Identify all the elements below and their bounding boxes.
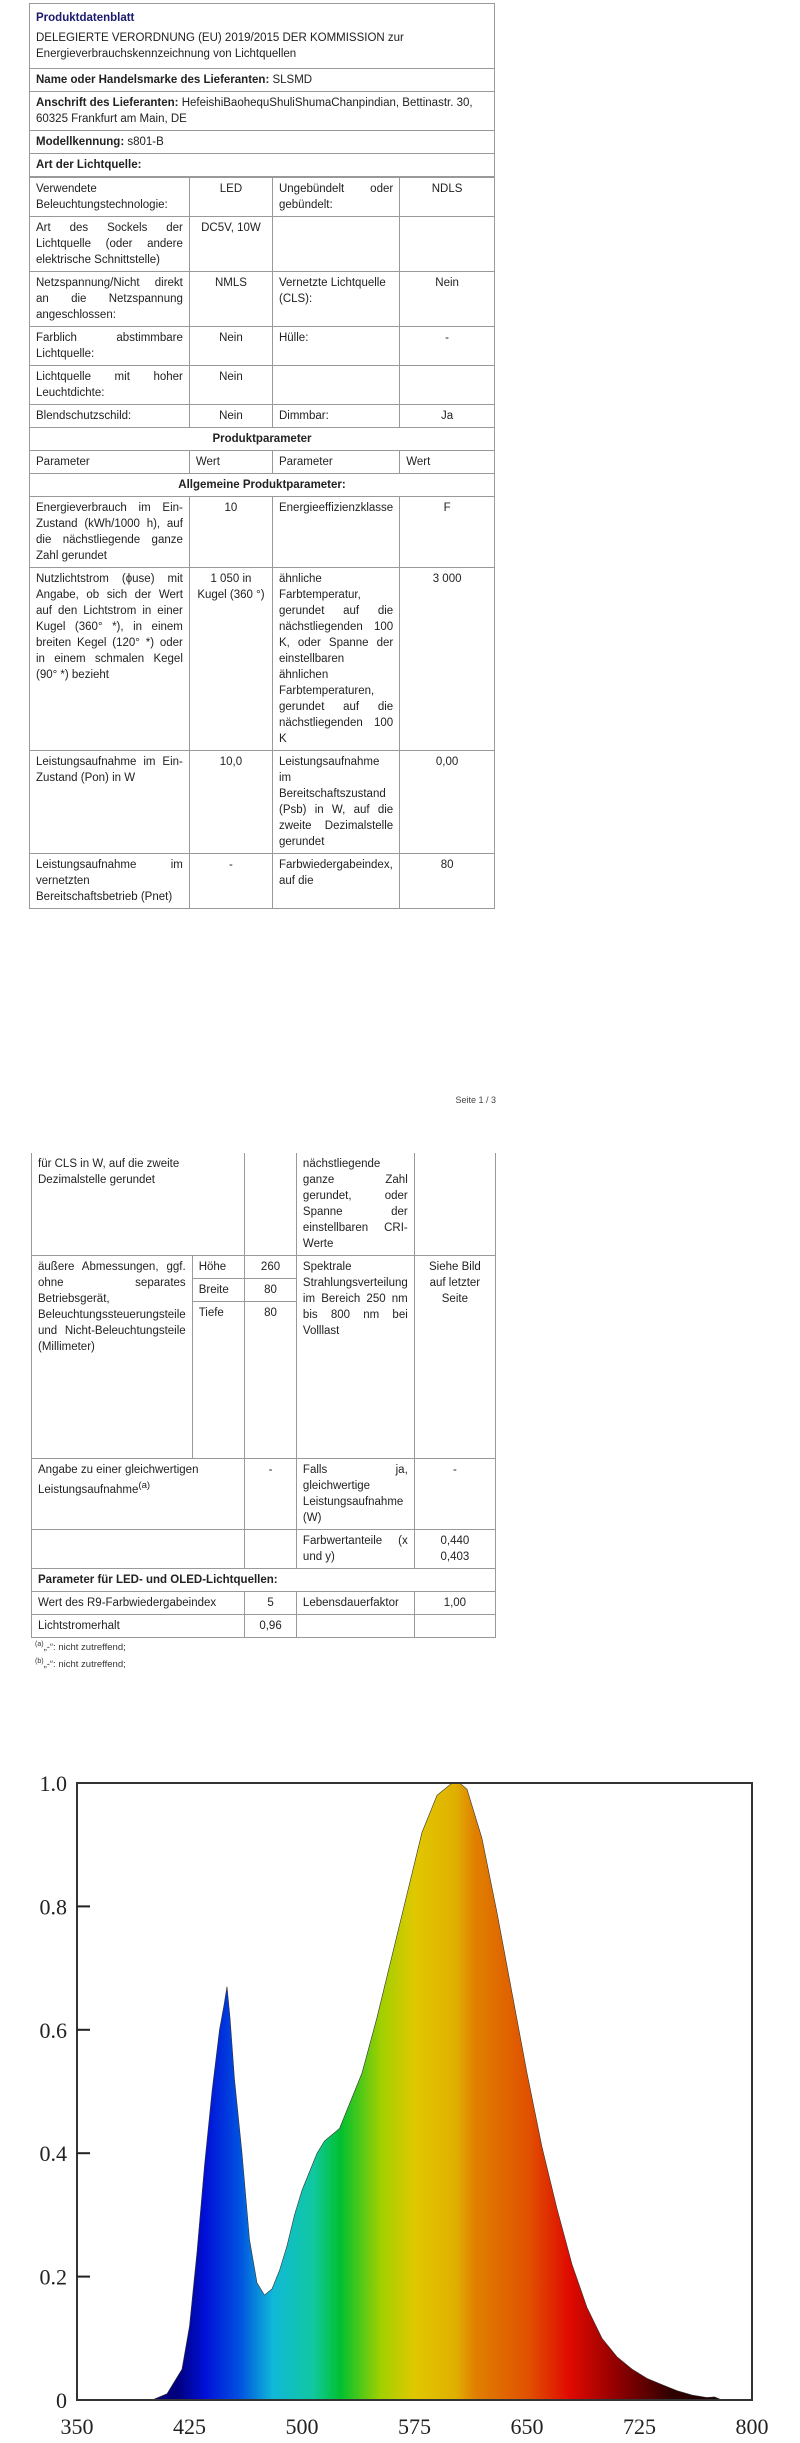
param-value: 0,00 xyxy=(400,751,494,854)
param-value: 5 xyxy=(245,1592,297,1615)
product-params-table-continued xyxy=(31,1153,496,1638)
param-label: Farbwiedergabeindex, auf die xyxy=(272,854,399,909)
param-label: Lebensdauerfaktor xyxy=(296,1592,414,1615)
param-value: Nein xyxy=(189,405,272,428)
param-value xyxy=(400,366,494,405)
param-value xyxy=(414,1615,495,1638)
light-source-type-heading: Art der Lichtquelle: xyxy=(30,154,494,177)
param-value: Nein xyxy=(189,366,272,405)
param-value xyxy=(245,1530,297,1569)
section-header-row xyxy=(32,1569,496,1592)
param-label: ähnliche Farbtemperatur, gerundet auf die nächstliegenden 100 K, oder Spanne der einstellbaren ähnlichen Farbtemperaturen, gerundet auf die nächstliegenden 100 K xyxy=(272,568,399,751)
param-value: NDLS xyxy=(400,178,494,217)
supplier-address-row xyxy=(30,92,494,131)
param-label: nächstliegende ganze Zahl gerundet, oder Spanne der einstellbaren CRI-Werte xyxy=(296,1153,414,1256)
table-row xyxy=(32,1256,496,1279)
x-tick-label: 800 xyxy=(735,2414,769,2439)
param-value: NMLS xyxy=(189,272,272,327)
table-row xyxy=(30,751,494,854)
table-row xyxy=(30,405,494,428)
column-header-row xyxy=(30,451,494,474)
param-value: 1 050 in Kugel (360 °) xyxy=(189,568,272,751)
table-row xyxy=(30,497,494,568)
section-header-row xyxy=(30,474,494,497)
param-value: Siehe Bild auf letzter Seite xyxy=(414,1256,495,1459)
y-tick-label: 0.8 xyxy=(39,1894,67,1920)
spectral-distribution-chart xyxy=(0,1760,800,2443)
column-header: Wert xyxy=(189,451,272,474)
chromaticity-x: 0,440 xyxy=(440,1535,470,1547)
datasheet-page-2 xyxy=(31,1153,496,1672)
param-label: Farbwertanteile (x und y) xyxy=(296,1530,414,1569)
param-label xyxy=(296,1615,414,1638)
table-row xyxy=(32,1592,496,1615)
param-label: Netzspannung/Nicht direkt an die Netzspannung angeschlossen: xyxy=(30,272,189,327)
param-label: Falls ja, gleichwertige Leistungsaufnahme (W) xyxy=(296,1459,414,1530)
page-number: Seite 1 / 3 xyxy=(455,1095,496,1105)
param-value: F xyxy=(400,497,494,568)
param-label: Leistungsaufnahme im Bereitschaftszustand (Psb) in W, auf die zweite Dezimalstelle gerundet xyxy=(272,751,399,854)
param-label xyxy=(32,1530,245,1569)
model-label: Modellkennung: xyxy=(36,136,125,148)
param-value: LED xyxy=(189,178,272,217)
x-tick-label: 500 xyxy=(285,2414,319,2439)
table-row xyxy=(30,178,494,217)
param-value: DC5V, 10W xyxy=(189,217,272,272)
param-label: Verwendete Beleuchtungstechnologie: xyxy=(30,178,189,217)
param-value xyxy=(400,217,494,272)
product-params-heading: Produktparameter xyxy=(30,428,494,451)
param-value: 80 xyxy=(400,854,494,909)
supplier-name-label: Name oder Handelsmarke des Lieferanten: xyxy=(36,74,270,86)
y-tick-label: 0.2 xyxy=(39,2264,67,2290)
table-row xyxy=(30,366,494,405)
param-label: Art des Sockels der Lichtquelle (oder andere elektrische Schnittstelle) xyxy=(30,217,189,272)
spectrum-area xyxy=(77,1783,752,2400)
param-value: 3 000 xyxy=(400,568,494,751)
table-row xyxy=(30,568,494,751)
param-label xyxy=(272,366,399,405)
param-label: Nutzlichtstrom (ϕuse) mit Angabe, ob sich der Wert auf den Lichtstrom in einer Kugel (360° *), in einem breiten Kegel (120° *) oder in einem schmalen Kegel (90° *) bezieht xyxy=(30,568,189,751)
model-row xyxy=(30,131,494,154)
datasheet-page-1 xyxy=(29,3,495,909)
param-label: Blendschutzschild: xyxy=(30,405,189,428)
column-header: Parameter xyxy=(30,451,189,474)
param-value xyxy=(245,1153,297,1256)
table-row xyxy=(32,1459,496,1530)
param-value xyxy=(414,1530,495,1569)
dimension-name: Breite xyxy=(192,1279,244,1302)
footnote-text: „-“: nicht zutreffend; xyxy=(43,1659,126,1671)
x-tick-label: 575 xyxy=(398,2414,431,2439)
param-label: Dimmbar: xyxy=(272,405,399,428)
param-label: Energieverbrauch im Ein-Zustand (kWh/1000 h), auf die nächstliegende ganze Zahl gerundet xyxy=(30,497,189,568)
param-label: für CLS in W, auf die zweite Dezimalstelle gerundet xyxy=(32,1153,245,1256)
param-value: Nein xyxy=(189,327,272,366)
dimension-value: 80 xyxy=(245,1302,297,1459)
param-value: - xyxy=(189,854,272,909)
param-value: - xyxy=(414,1459,495,1530)
light-source-table xyxy=(30,177,494,908)
y-tick-label: 0.6 xyxy=(39,2017,67,2043)
supplier-name-value: SLSMD xyxy=(272,74,313,86)
footnote xyxy=(31,1638,496,1655)
param-label xyxy=(32,1459,245,1530)
model-value: s801-B xyxy=(127,136,164,148)
param-label: Lichtquelle mit hoher Leuchtdichte: xyxy=(30,366,189,405)
param-value: - xyxy=(400,327,494,366)
param-value: - xyxy=(245,1459,297,1530)
param-label: Leistungsaufnahme im vernetzten Bereitschaftsbetrieb (Pnet) xyxy=(30,854,189,909)
table-row xyxy=(30,217,494,272)
dimension-name: Tiefe xyxy=(192,1302,244,1459)
param-value: 1,00 xyxy=(414,1592,495,1615)
param-value: 10,0 xyxy=(189,751,272,854)
param-label: Farblich abstimmbare Lichtquelle: xyxy=(30,327,189,366)
param-label: Hülle: xyxy=(272,327,399,366)
table-row xyxy=(30,272,494,327)
y-tick-label: 0.4 xyxy=(39,2141,67,2167)
equivalent-label: Angabe zu einer gleichwertigen Leistungsaufnahme xyxy=(38,1464,199,1496)
footnote-ref: (a) xyxy=(138,1480,151,1491)
page-title: Produktdatenblatt xyxy=(36,12,135,24)
chromaticity-y: 0,403 xyxy=(440,1551,470,1563)
x-tick-label: 725 xyxy=(623,2414,656,2439)
footnote xyxy=(31,1655,496,1672)
x-tick-label: 425 xyxy=(173,2414,206,2439)
column-header: Wert xyxy=(400,451,494,474)
supplier-address-label: Anschrift des Lieferanten: xyxy=(36,97,179,109)
table-row xyxy=(32,1153,496,1256)
param-label: Energieeffizienzklasse xyxy=(272,497,399,568)
param-label: Ungebündelt oder gebündelt: xyxy=(272,178,399,217)
param-value: Nein xyxy=(400,272,494,327)
footnote-text: „-“: nicht zutreffend; xyxy=(43,1642,126,1654)
param-value: 0,96 xyxy=(245,1615,297,1638)
dimension-name: Höhe xyxy=(192,1256,244,1279)
param-label: Spektrale Strahlungsverteilung im Bereich 250 nm bis 800 nm bei Volllast xyxy=(296,1256,414,1459)
param-value xyxy=(414,1153,495,1256)
table-row xyxy=(30,854,494,909)
table-row xyxy=(30,327,494,366)
table-row xyxy=(32,1530,496,1569)
param-label xyxy=(272,217,399,272)
param-value: Ja xyxy=(400,405,494,428)
param-label: Vernetzte Lichtquelle (CLS): xyxy=(272,272,399,327)
param-value: 10 xyxy=(189,497,272,568)
supplier-name-row xyxy=(30,69,494,92)
y-tick-label: 0 xyxy=(56,2388,67,2413)
x-tick-label: 350 xyxy=(60,2414,94,2439)
x-tick-label: 650 xyxy=(510,2414,544,2439)
column-header: Parameter xyxy=(272,451,399,474)
table-row xyxy=(32,1615,496,1638)
dimension-value: 80 xyxy=(245,1279,297,1302)
supplier-address-value: HefeishiBaohequShuliShumaChanpindian, Bettinastr. 30, 60325 Frankfurt am Main, DE xyxy=(36,97,473,125)
dimensions-label: äußere Abmessungen, ggf. ohne separates Betriebsgerät, Beleuchtungssteuerungsteile und Nicht-Beleuchtungsteile (Millimeter) xyxy=(32,1256,193,1459)
dimension-value: 260 xyxy=(245,1256,297,1279)
footnote-mark: (a) xyxy=(35,1641,44,1648)
general-params-heading: Allgemeine Produktparameter: xyxy=(30,474,494,497)
regulation-subtitle: DELEGIERTE VERORDNUNG (EU) 2019/2015 DER KOMMISSION zur Energieverbrauchskennzeichnung von Lichtquellen xyxy=(30,28,494,69)
param-label: Wert des R9-Farbwiedergabeindex xyxy=(32,1592,245,1615)
y-tick-label: 1.0 xyxy=(39,1771,67,1796)
param-label: Lichtstromerhalt xyxy=(32,1615,245,1638)
led-params-heading: Parameter für LED- und OLED-Lichtquellen: xyxy=(32,1569,496,1592)
section-header-row xyxy=(30,428,494,451)
param-label: Leistungsaufnahme im Ein-Zustand (Pon) in W xyxy=(30,751,189,854)
footnote-mark: (b) xyxy=(35,1658,44,1666)
